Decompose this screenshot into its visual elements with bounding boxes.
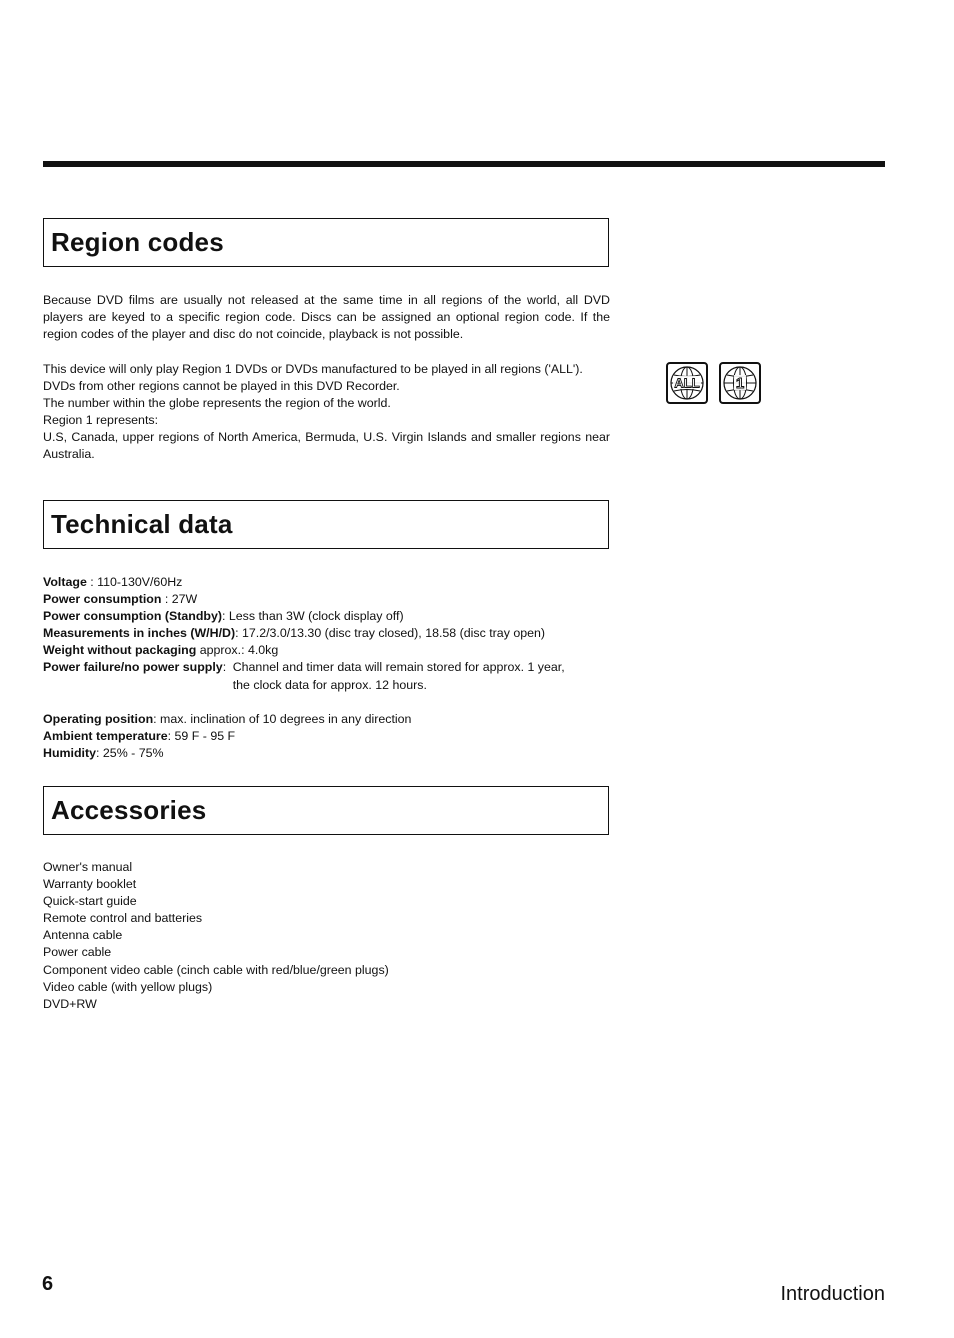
list-item: Power cable: [43, 945, 112, 960]
spec-separator: :: [96, 746, 103, 761]
spec-row: [43, 574, 610, 591]
spec-separator: :: [222, 660, 227, 675]
chapter-label: Introduction: [780, 1283, 885, 1305]
list-item: Remote control and batteries: [43, 911, 203, 926]
region-1-globe-icon: [719, 362, 761, 404]
region-intro-paragraph: Because DVD films are usually not released at the same time in all regions of the world, all DVD players are keyed to a specific region code. Discs can be assigned an optional region code. If the region codes of the player and disc do not coincide, playback is not possible.: [43, 293, 610, 342]
spec-value: 110-130V/60Hz: [97, 575, 183, 589]
list-item: Antenna cable: [43, 928, 123, 943]
spec-row: [43, 745, 610, 762]
region-logos: [666, 362, 762, 404]
accessories-list: [43, 859, 610, 1013]
spec-separator: :: [235, 626, 242, 641]
region-line: Region 1 represents:: [43, 413, 159, 428]
spec-value: approx.: 4.0kg: [199, 643, 279, 658]
spec-label: Voltage: [43, 575, 87, 589]
spec-label: Power consumption (Standby): [43, 609, 222, 624]
technical-data-heading-box: [43, 500, 609, 549]
spec-value: max. inclination of 10 degrees in any direction: [160, 712, 412, 726]
spec-label: Humidity: [43, 746, 97, 761]
page-number: 6: [42, 1273, 54, 1295]
spec-row-power-failure: [43, 659, 610, 693]
spec-row: [43, 608, 610, 625]
spec-value: 27W: [171, 592, 198, 607]
region-codes-heading-box: [43, 218, 609, 267]
spec-value: Less than 3W (clock display off): [228, 609, 404, 624]
spec-label: Operating position: [43, 712, 154, 726]
spec-value: 25% - 75%: [102, 746, 164, 761]
list-item: DVD+RW: [43, 996, 97, 1011]
region-all-globe-icon: [666, 362, 708, 404]
accessories-heading-box: [43, 786, 609, 835]
region-all-label: ALL: [674, 375, 700, 391]
spec-label: Power consumption: [43, 592, 162, 607]
list-item: Component video cable (cinch cable with red/blue/green plugs): [43, 962, 389, 977]
spec-value: 17.2/3.0/13.30 (disc tray closed), 18.58 (disc tray open): [241, 626, 546, 641]
spec-separator: :: [221, 609, 229, 624]
spec-value: 59 F - 95 F: [174, 729, 236, 744]
spec-value: Channel and timer data will remain stored for approx. 1 year, the clock data for approx. 12 hours.: [232, 660, 565, 692]
spec-row: [43, 642, 610, 659]
region-codes-title: Region codes: [51, 227, 224, 257]
technical-specs: [43, 574, 610, 694]
spec-row: [43, 625, 610, 642]
list-item: Owner's manual: [43, 860, 133, 874]
list-item: Warranty booklet: [43, 877, 137, 892]
spec-label: Measurements in inches (W/H/D): [43, 626, 236, 641]
spec-separator: :: [161, 592, 172, 607]
list-item: Quick-start guide: [43, 894, 137, 909]
region-details-paragraph: [43, 361, 610, 464]
spec-separator: :: [167, 729, 175, 744]
spec-separator: :: [86, 575, 98, 589]
spec-separator: :: [153, 712, 161, 726]
technical-data-title: Technical data: [51, 509, 233, 539]
region-line: This device will only play Region 1 DVDs or DVDs manufactured to be played in all regions ('ALL').: [43, 362, 583, 376]
region-areas: U.S, Canada, upper regions of North America, Bermuda, U.S. Virgin Islands and smaller regions near Australia.: [43, 430, 610, 462]
region-line: The number within the globe represents the region of the world.: [43, 396, 391, 411]
technical-conditions: [43, 711, 610, 762]
region-1-label: 1: [735, 375, 745, 392]
spec-row: [43, 711, 610, 728]
accessories-title: Accessories: [51, 795, 207, 825]
spec-row: [43, 591, 610, 608]
spec-row: [43, 728, 610, 745]
region-line: DVDs from other regions cannot be played in this DVD Recorder.: [43, 379, 400, 394]
spec-label: Ambient temperature: [43, 729, 168, 744]
top-rule: [43, 161, 885, 167]
spec-label: Weight without packaging: [43, 643, 197, 658]
list-item: Video cable (with yellow plugs): [43, 979, 213, 994]
spec-label: Power failure/no power supply: [43, 660, 223, 675]
